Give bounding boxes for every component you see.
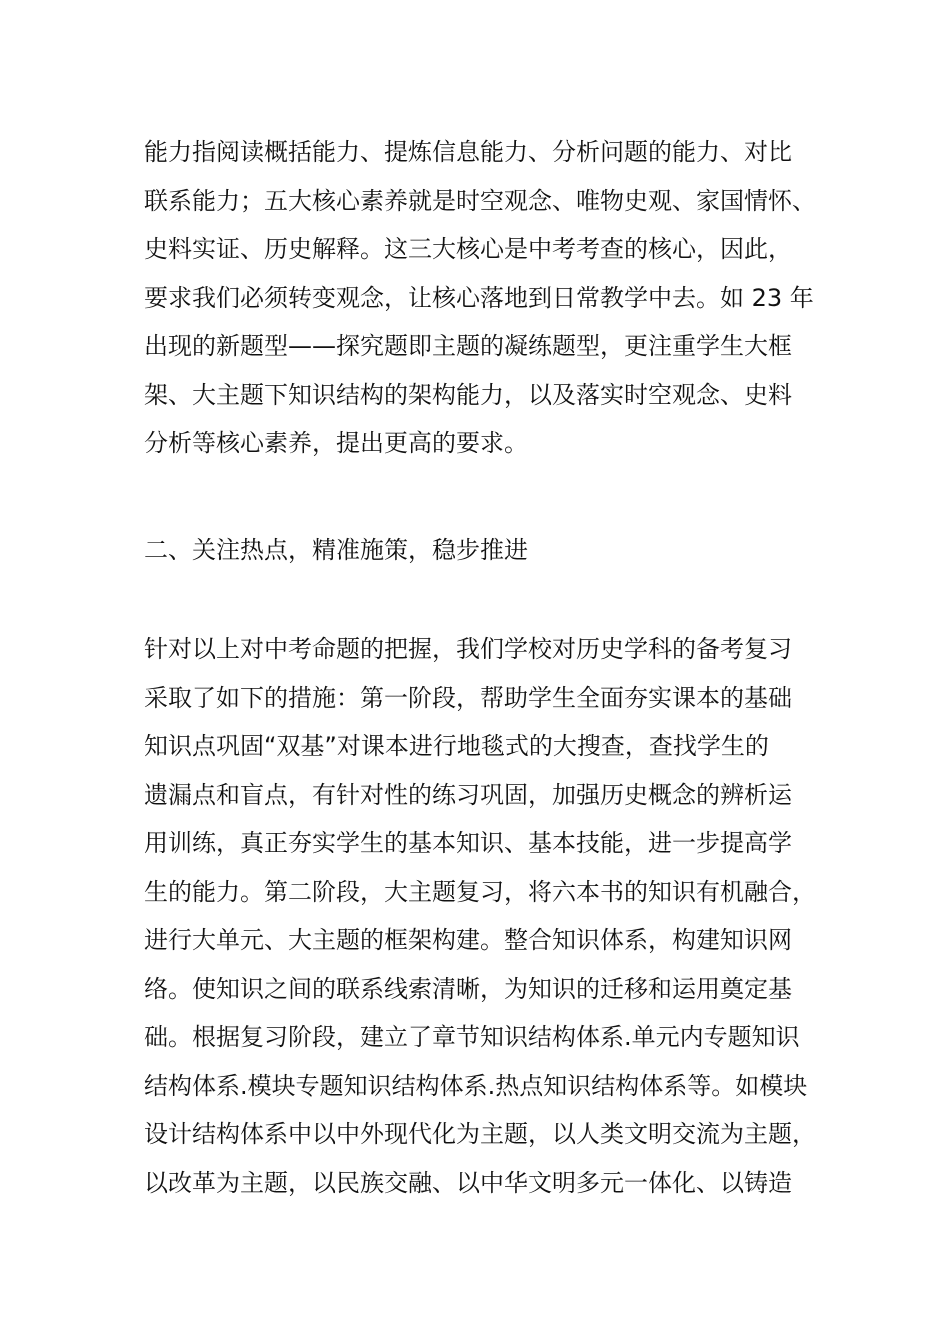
text-line: 分析等核心素养，提出更高的要求。 [144, 429, 528, 457]
text-line: 出现的新题型——探究题即主题的凝练题型，更注重学生大框 [144, 332, 792, 360]
text-line: 要求我们必须转变观念，让核心落地到日常教学中去。如 23 年 [144, 283, 814, 312]
text-line: 进行大单元、大主题的框架构建。整合知识体系，构建知识网 [144, 926, 792, 954]
text-line: 遗漏点和盲点，有针对性的练习巩固，加强历史概念的辨析运 [144, 780, 792, 809]
text-line: 络。使知识之间的联系线索清晰，为知识的迁移和运用奠定基 [144, 974, 792, 1003]
text-line: 能力指阅读概括能力、提炼信息能力、分析问题的能力、对比 [144, 138, 792, 166]
text-line: 础。根据复习阶段，建立了章节知识结构体系.单元内专题知识 [144, 1023, 800, 1051]
section-heading [144, 526, 824, 575]
paragraph-review-measures [144, 625, 824, 1207]
text-line: 用训练，真正夯实学生的基本知识、基本技能，进一步提高学 [144, 829, 792, 857]
heading-text: 二、关注热点，精准施策，稳步推进 [144, 536, 528, 564]
text-line: 结构体系.模块专题知识结构体系.热点知识结构体系等。如模块 [144, 1071, 808, 1100]
text-line: 生的能力。第二阶段，大主题复习，将六本书的知识有机融合， [144, 877, 816, 906]
text-line: 知识点巩固“双基”对课本进行地毯式的大搜查，查找学生的 [144, 732, 769, 760]
text-line: 以改革为主题，以民族交融、以中华文明多元一体化、以铸造 [144, 1168, 792, 1197]
text-line: 针对以上对中考命题的把握，我们学校对历史学科的备考复习 [144, 635, 792, 663]
text-line: 史料实证、历史解释。这三大核心是中考考查的核心，因此， [144, 235, 792, 263]
paragraph-core-competencies [144, 128, 824, 468]
text-line: 采取了如下的措施：第一阶段，帮助学生全面夯实课本的基础 [144, 683, 792, 712]
text-line: 架、大主题下知识结构的架构能力，以及落实时空观念、史料 [144, 380, 792, 409]
text-line: 联系能力；五大核心素养就是时空观念、唯物史观、家国情怀、 [144, 186, 816, 215]
text-line: 设计结构体系中以中外现代化为主题，以人类文明交流为主题， [144, 1120, 816, 1148]
